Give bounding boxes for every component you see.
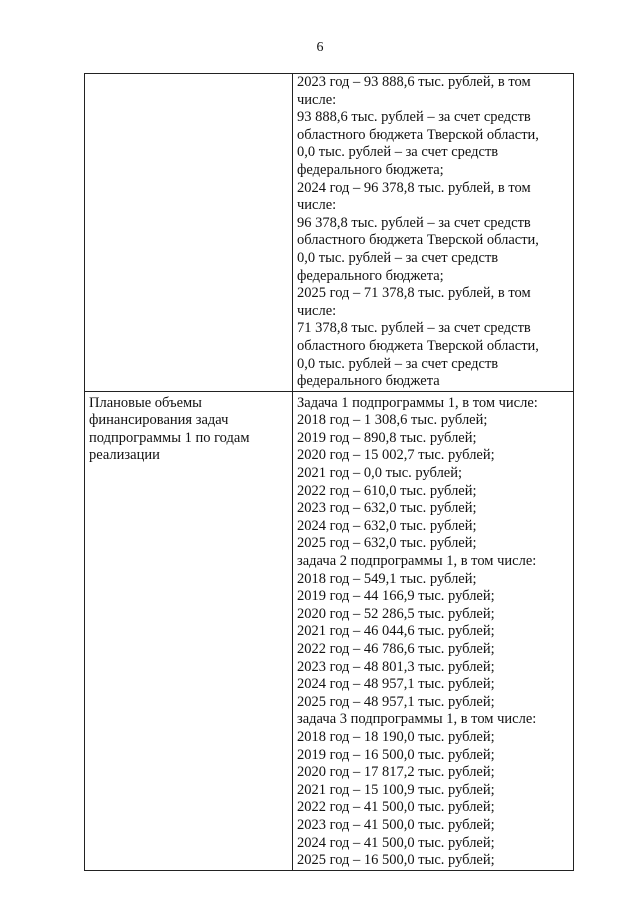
text-line: 0,0 тыс. рублей – за счет средств: [297, 144, 499, 161]
text-line: 96 378,8 тыс. рублей – за счет средств: [297, 214, 531, 231]
text-line: 2023 год – 41 500,0 тыс. рублей;: [297, 816, 495, 833]
row-label: [89, 74, 289, 77]
text-line: 2020 год – 17 817,2 тыс. рублей;: [297, 764, 495, 781]
text-line: задача 3 подпрограммы 1, в том числе:: [297, 711, 537, 728]
text-line: задача 2 подпрограммы 1, в том числе:: [297, 553, 537, 570]
text-line: 2025 год – 71 378,8 тыс. рублей, в том: [297, 285, 531, 302]
row-value-cell: [293, 74, 574, 392]
text-line: 2023 год – 48 801,3 тыс. рублей;: [297, 658, 495, 675]
text-line: Задача 1 подпрограммы 1, в том числе:: [297, 394, 538, 411]
text-line: областного бюджета Тверской области,: [297, 126, 539, 143]
text-line: 2018 год – 549,1 тыс. рублей;: [297, 570, 477, 587]
page-number: 6: [316, 40, 324, 55]
text-line: 2023 год – 632,0 тыс. рублей;: [297, 500, 477, 517]
row-label-cell: [85, 391, 293, 870]
text-line: федерального бюджета;: [297, 161, 444, 178]
text-line: 2019 год – 890,8 тыс. рублей;: [297, 429, 477, 446]
row-value: [297, 74, 570, 391]
text-line: реализации: [89, 447, 160, 464]
text-line: 2022 год – 46 786,6 тыс. рублей;: [297, 641, 495, 657]
table-row: [85, 391, 574, 870]
text-line: 2024 год – 41 500,0 тыс. рублей;: [297, 834, 495, 851]
text-line: финансирования задач: [89, 412, 229, 429]
text-line: числе:: [297, 197, 337, 214]
row-value: [297, 392, 570, 870]
text-line: 2025 год – 48 957,1 тыс. рублей;: [297, 693, 495, 710]
row-value-cell: [293, 391, 574, 870]
row-label: [89, 392, 289, 465]
text-line: 71 378,8 тыс. рублей – за счет средств: [297, 320, 531, 337]
text-line: 2025 год – 16 500,0 тыс. рублей;: [297, 852, 495, 869]
table-row: [85, 74, 574, 392]
text-line: 2018 год – 18 190,0 тыс. рублей;: [297, 728, 495, 745]
text-line: 2021 год – 0,0 тыс. рублей;: [297, 465, 463, 482]
text-line: 2018 год – 1 308,6 тыс. рублей;: [297, 412, 488, 429]
text-line: 0,0 тыс. рублей – за счет средств: [297, 249, 499, 266]
text-line: 2022 год – 610,0 тыс. рублей;: [297, 482, 477, 499]
text-line: Плановые объемы: [89, 394, 202, 411]
text-line: областного бюджета Тверской области,: [297, 337, 539, 354]
text-line: числе:: [297, 302, 337, 319]
text-line: 2020 год – 15 002,7 тыс. рублей;: [297, 447, 495, 464]
text-line: 2019 год – 44 166,9 тыс. рублей;: [297, 588, 495, 605]
text-line: 93 888,6 тыс. рублей – за счет средств: [297, 109, 531, 126]
text-line: 2022 год – 41 500,0 тыс. рублей;: [297, 799, 495, 816]
text-line: числе:: [297, 91, 337, 108]
text-line: областного бюджета Тверской области,: [297, 232, 539, 249]
row-label-cell: [85, 74, 293, 392]
text-line: федерального бюджета;: [297, 267, 444, 284]
text-line: 0,0 тыс. рублей – за счет средств: [297, 355, 499, 372]
financing-table: [84, 73, 574, 871]
text-line: 2024 год – 632,0 тыс. рублей;: [297, 517, 477, 534]
text-line: подпрограммы 1 по годам: [89, 429, 250, 446]
text-line: 2020 год – 52 286,5 тыс. рублей;: [297, 605, 495, 622]
text-line: 2024 год – 48 957,1 тыс. рублей;: [297, 676, 495, 693]
text-line: федерального бюджета: [297, 373, 440, 390]
text-line: 2024 год – 96 378,8 тыс. рублей, в том: [297, 179, 531, 196]
text-line: 2019 год – 16 500,0 тыс. рублей;: [297, 746, 495, 763]
text-line: 2025 год – 632,0 тыс. рублей;: [297, 535, 477, 552]
text-line: 2023 год – 93 888,6 тыс. рублей, в том: [297, 74, 531, 90]
text-line: 2021 год – 15 100,9 тыс. рублей;: [297, 781, 495, 798]
text-line: 2021 год – 46 044,6 тыс. рублей;: [297, 623, 495, 640]
